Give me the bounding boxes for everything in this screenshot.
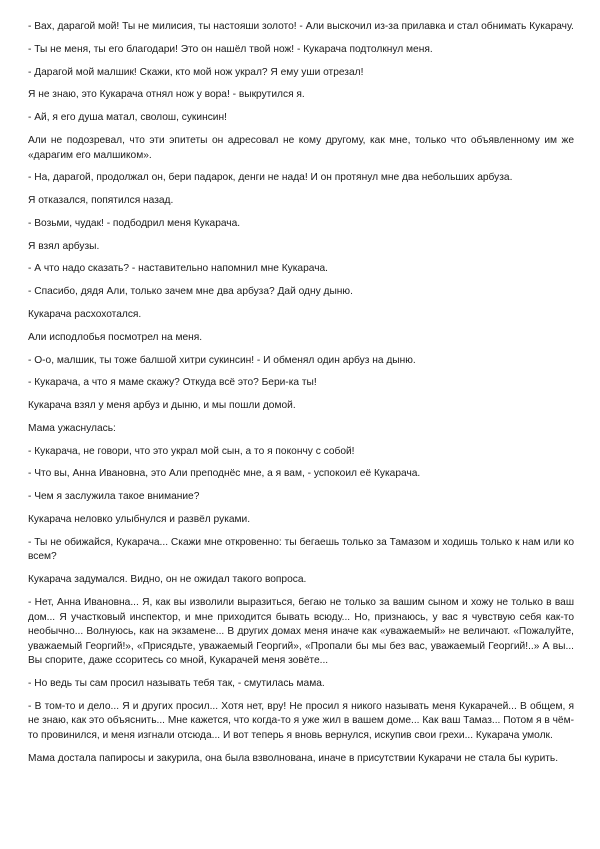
paragraph-22: Кукарача неловко улыбнулся и развёл руками. bbox=[28, 514, 251, 525]
paragraph-11: - А что надо сказать? - наставительно напомнил мне Кукарача. bbox=[28, 263, 329, 275]
paragraph-7: - На, дарагой, продолжал он, бери падарок, денги не нада! И он протянул мне два небольших арбуза. bbox=[28, 172, 513, 184]
paragraph-3: - Дарагой мой малшик! Скажи, кто мой нож украл? Я ему уши отрезал! bbox=[28, 66, 364, 78]
paragraph-26: - Но ведь ты сам просил называть тебя так, - смутилась мама. bbox=[28, 678, 325, 690]
paragraph-17: Кукарача взял у меня арбуз и дыню, и мы пошли домой. bbox=[28, 400, 296, 412]
paragraph-5: - Ай, я его душа матал, сволош, сукинсин! bbox=[28, 112, 227, 124]
paragraph-6: Али не подозревал, что эти эпитеты он адресовал не кому другому, как мне, только что объявленному им же «дарагим его малшиком». bbox=[28, 134, 574, 161]
paragraph-1: - Вах, дарагой мой! Ты не милисия, ты настояши золото! - Али выскочил из-за прилавка и стал обнимать Кукарачу. bbox=[28, 21, 574, 32]
paragraph-23: - Ты не обижайся, Кукарача... Скажи мне откровенно: ты бегаешь только за Тамазом и ходишь только к нам или ко всем? bbox=[28, 536, 574, 563]
paragraph-25: - Нет, Анна Ивановна... Я, как вы изволили выразиться, бегаю не только за вашим сыном и хожу не только в ваш дом... Я участковый инспектор, и мне приходится бывать всюду... Но, признаюсь, у вас я чувствую себя как-то необычно... Волнуюсь, как на экзамене... В других домах меня иначе как «уважаемый» не величают. «Пожалуйте, уважаемый Георгий!», «Присядьте, уважаемый Георгий», «Пропали бы мы без вас, уважаемый Георгий!..» А вы... Вы спорите, даже ссоритесь со мной, Кукарачей меня зовёте... bbox=[28, 596, 574, 667]
paragraph-4: Я не знаю, это Кукарача отнял нож у вора! - выкрутился я. bbox=[28, 89, 305, 101]
paragraph-15: - О-о, малшик, ты тоже балшой хитри сукинсин! - И обменял один арбуз на дыню. bbox=[28, 354, 416, 366]
paragraph-20: - Что вы, Анна Ивановна, это Али преподнёс мне, а я вам, - успокоил её Кукарача. bbox=[28, 468, 421, 480]
paragraph-8: Я отказался, попятился назад. bbox=[28, 195, 174, 207]
paragraph-16: - Кукарача, а что я маме скажу? Откуда всё это? Бери-ка ты! bbox=[28, 377, 317, 389]
paragraph-10: Я взял арбузы. bbox=[28, 240, 100, 252]
paragraph-24: Кукарача задумался. Видно, он не ожидал такого вопроса. bbox=[28, 574, 307, 586]
paragraph-19: - Кукарача, не говори, что это украл мой сын, а то я покончу с собой! bbox=[28, 445, 355, 457]
paragraph-18: Мама ужаснулась: bbox=[28, 422, 116, 434]
paragraph-27: - В том-то и дело... Я и других просил... Хотя нет, вру! Не просил я никого называть меня Кукарачей... В общем, я не знаю, как это объяснить... Мне кажется, что когда-то я уже жил в вашем доме... Как ваш Тамаз... Потом я в чём-то провинился, и меня изгнали отсюда... И вот теперь я вновь вернулся, искупив свои грехи... Кукарача умолк. bbox=[28, 700, 574, 742]
paragraph-21: - Чем я заслужила такое внимание? bbox=[28, 491, 200, 503]
document-page bbox=[28, 20, 574, 775]
paragraph-28: Мама достала папиросы и закурила, она была взволнована, иначе в присутствии Кукарачи не стала бы курить. bbox=[28, 752, 559, 764]
paragraph-9: - Возьми, чудак! - подбодрил меня Кукарача. bbox=[28, 217, 241, 229]
paragraph-12: - Спасибо, дядя Али, только зачем мне два арбуза? Дай одну дыню. bbox=[28, 286, 353, 298]
paragraph-13: Кукарача расхохотался. bbox=[28, 308, 142, 320]
paragraph-14: Али исподлобья посмотрел на меня. bbox=[28, 331, 203, 343]
paragraph-2: - Ты не меня, ты его благодари! Это он нашёл твой нож! - Кукарача подтолкнул меня. bbox=[28, 43, 433, 55]
